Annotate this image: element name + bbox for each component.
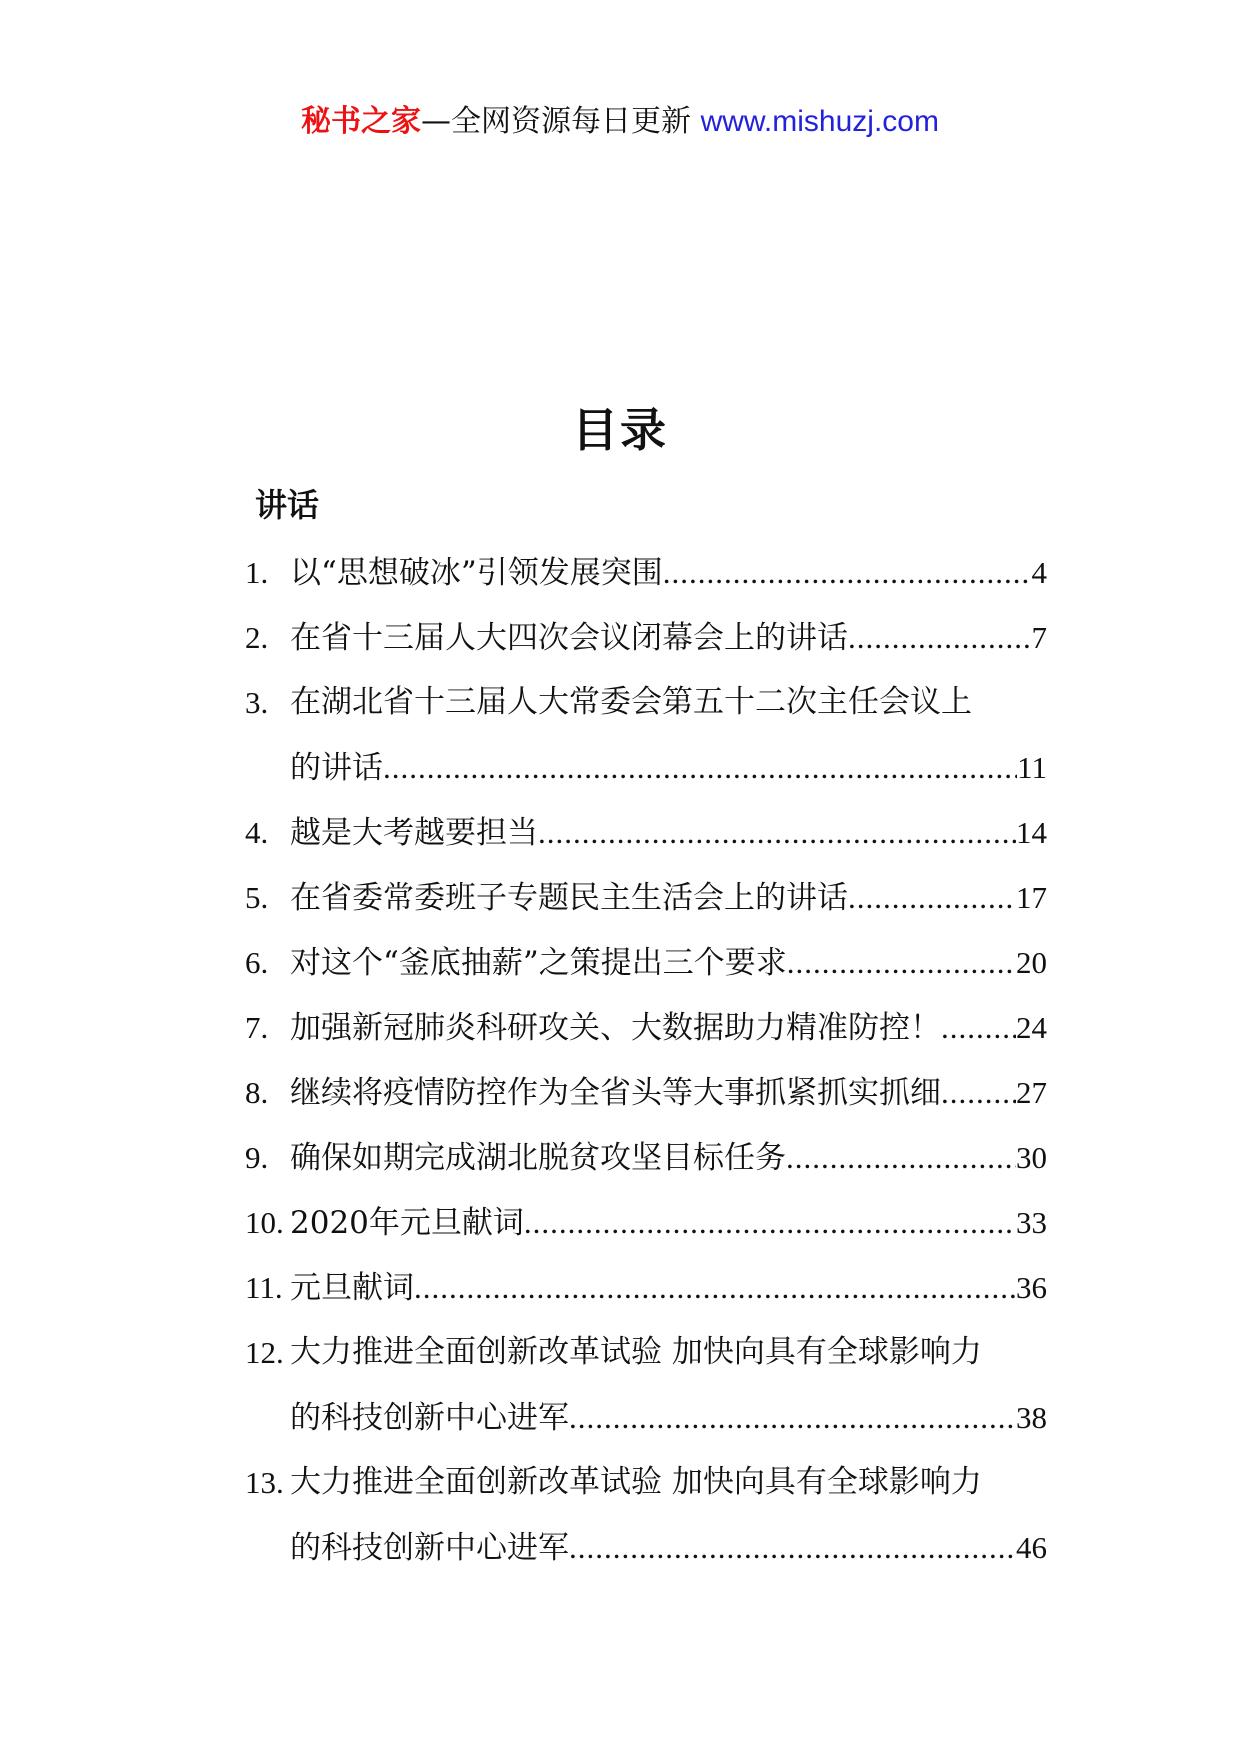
toc-entry-number: 2.: [245, 620, 269, 655]
toc-entry-number: 9.: [245, 1140, 269, 1175]
toc-entry-title-line: 在省委常委班子专题民主生活会上的讲话: [290, 880, 848, 916]
dot-leader: [569, 1385, 1016, 1450]
toc-entry-number: 5.: [245, 880, 269, 915]
toc-entry-number: 11.: [245, 1270, 283, 1305]
toc-entry-title-line: 大力推进全面创新改革试验 加快向具有全球影响力: [290, 1334, 982, 1370]
toc-entry-page-number: 4: [1031, 555, 1047, 590]
toc-entry[interactable]: [245, 1450, 1047, 1580]
toc-entry[interactable]: [245, 605, 1047, 670]
toc-entry[interactable]: [245, 800, 1047, 865]
toc-entry-title-line: 的讲话: [290, 750, 383, 786]
toc-entry-page-number: 36: [1016, 1270, 1047, 1305]
toc-entry-title-line: 元旦献词: [290, 1270, 414, 1306]
dot-leader: [848, 605, 1032, 670]
toc-entry[interactable]: [245, 670, 1047, 800]
toc-entry[interactable]: [245, 1190, 1047, 1255]
toc-entry-page-number: 14: [1016, 815, 1047, 850]
toc-list: [245, 540, 1047, 1580]
toc-entry-title-line: 以“思想破冰”引领发展突围: [290, 555, 663, 591]
dot-leader: [538, 800, 1016, 865]
toc-entry-title-line: 的科技创新中心进军: [290, 1400, 569, 1436]
toc-section-heading: 讲话: [255, 486, 320, 524]
toc-entry-number: 7.: [245, 1010, 269, 1045]
dot-leader: [663, 540, 1032, 605]
toc-entry-page-number: 17: [1016, 880, 1047, 915]
toc-entry-title-line: 继续将疫情防控作为全省头等大事抓紧抓实抓细: [290, 1075, 941, 1111]
toc-entry-number: 6.: [245, 945, 269, 980]
site-url-link[interactable]: www.mishuzj.com: [700, 105, 939, 138]
toc-entry-page-number: 46: [1016, 1530, 1047, 1565]
toc-entry[interactable]: [245, 1060, 1047, 1125]
toc-entry-title-line: 确保如期完成湖北脱贫攻坚目标任务: [290, 1140, 786, 1176]
site-header: [0, 100, 1240, 144]
dot-leader: [383, 735, 1017, 800]
toc-entry-title-line: 的科技创新中心进军: [290, 1530, 569, 1566]
toc-entry-number: 10.: [245, 1205, 284, 1240]
dot-leader: [941, 995, 1016, 1060]
toc-entry-number: 4.: [245, 815, 269, 850]
brand-name: 秘书之家: [301, 104, 422, 139]
toc-entry[interactable]: [245, 1320, 1047, 1450]
toc-entry[interactable]: [245, 995, 1047, 1060]
dot-leader: [848, 865, 1016, 930]
dot-leader: [524, 1190, 1016, 1255]
toc-entry-title-line: 2020年元旦献词: [290, 1205, 524, 1241]
toc-entry-number: 8.: [245, 1075, 269, 1110]
toc-entry-title-line: 在湖北省十三届人大常委会第五十二次主任会议上: [290, 684, 972, 720]
toc-title: 目录: [572, 403, 668, 457]
toc-entry-page-number: 38: [1016, 1400, 1047, 1435]
tagline: —全网资源每日更新: [421, 104, 692, 139]
toc-entry[interactable]: [245, 540, 1047, 605]
toc-entry-page-number: 30: [1016, 1140, 1047, 1175]
toc-entry-page-number: 20: [1016, 945, 1047, 980]
toc-entry-title-line: 大力推进全面创新改革试验 加快向具有全球影响力: [290, 1464, 982, 1500]
toc-entry-number: 3.: [245, 685, 269, 720]
toc-entry-number: 13.: [245, 1465, 284, 1500]
toc-entry-title-line: 加强新冠肺炎科研攻关、大数据助力精准防控！: [290, 1010, 941, 1046]
toc-entry-number: 1.: [245, 555, 269, 590]
toc-entry-number: 12.: [245, 1335, 284, 1370]
dot-leader: [569, 1515, 1016, 1580]
toc-entry-title-line: 对这个“釜底抽薪”之策提出三个要求: [290, 945, 787, 981]
toc-entry-page-number: 11: [1017, 750, 1047, 785]
dot-leader: [787, 930, 1016, 995]
toc-entry[interactable]: [245, 865, 1047, 930]
toc-entry-title-line: 越是大考越要担当: [290, 815, 538, 851]
toc-entry[interactable]: [245, 1125, 1047, 1190]
dot-leader: [414, 1255, 1016, 1320]
toc-entry-page-number: 27: [1016, 1075, 1047, 1110]
toc-entry-page-number: 24: [1016, 1010, 1047, 1045]
dot-leader: [786, 1125, 1016, 1190]
dot-leader: [941, 1060, 1016, 1125]
toc-entry-page-number: 7: [1031, 620, 1047, 655]
toc-entry[interactable]: [245, 1255, 1047, 1320]
toc-entry-title-line: 在省十三届人大四次会议闭幕会上的讲话: [290, 620, 848, 656]
toc-entry-page-number: 33: [1016, 1205, 1047, 1240]
toc-entry[interactable]: [245, 930, 1047, 995]
